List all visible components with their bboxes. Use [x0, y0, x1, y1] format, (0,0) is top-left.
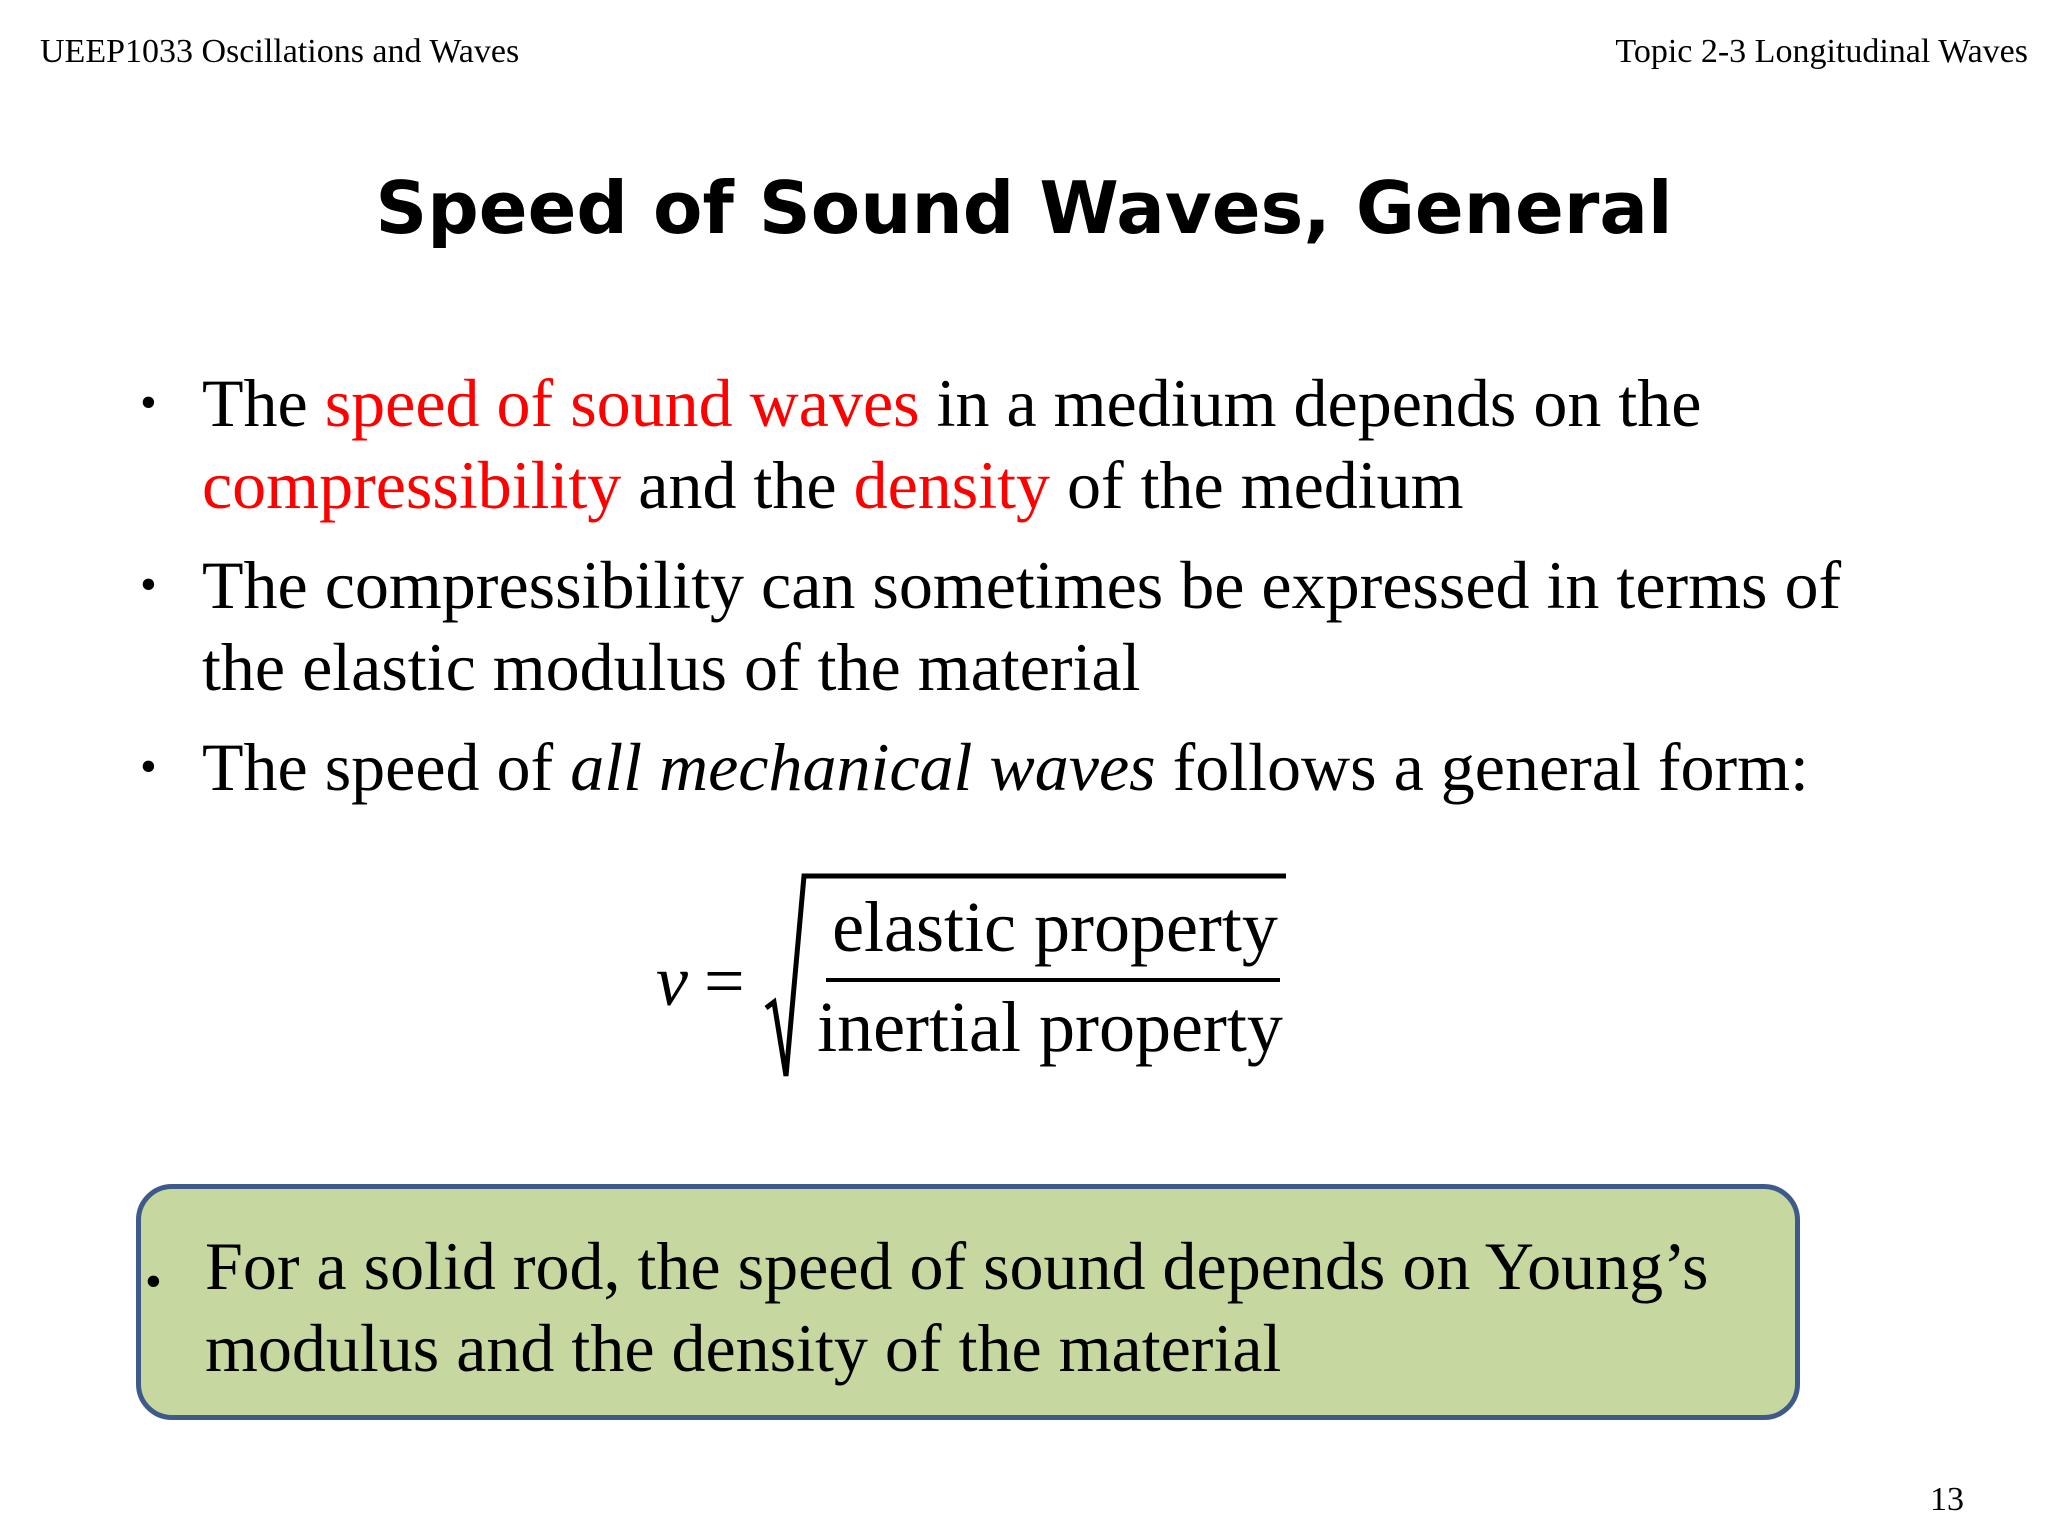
header-topic: Topic 2-3 Longitudinal Waves: [1615, 33, 2028, 70]
formula-denominator: inertial property: [817, 987, 1283, 1067]
speed-formula: [640, 870, 1340, 1090]
formula-equals: =: [704, 941, 745, 1021]
page-number: 13: [1930, 1481, 1964, 1518]
header-course: UEEP1033 Oscillations and Waves: [40, 33, 520, 70]
bullet-text-1: [202, 362, 1902, 526]
text-span: The speed of: [202, 729, 571, 805]
bullet-text-2: The compressibility can sometimes be expressed in terms of the elastic modulus of the material: [202, 547, 1842, 705]
text-span: follows a general form:: [1155, 729, 1809, 805]
text-span: The: [202, 365, 325, 441]
bullet-text-3: [202, 726, 1902, 808]
text-span: in a medium depends on the: [919, 365, 1702, 441]
bullet-icon: •: [145, 1255, 162, 1308]
bullet-icon: •: [140, 558, 157, 611]
callout-box: [136, 1184, 1800, 1420]
callout-text: For a solid rod, the speed of sound depends on Young’s modulus and the density of the material: [205, 1228, 1709, 1386]
text-span: of the medium: [1050, 447, 1464, 523]
bullet-icon: •: [140, 376, 157, 429]
slide-title: Speed of Sound Waves, General: [375, 166, 1673, 250]
text-span: and the: [621, 447, 854, 523]
highlight-compressibility: compressibility: [202, 447, 622, 523]
formula-lhs: v: [656, 941, 688, 1021]
highlight-speed-of-sound-waves: speed of sound waves: [324, 365, 920, 441]
highlight-density: density: [853, 447, 1050, 523]
bullet-icon: •: [140, 740, 157, 793]
formula-numerator: elastic property: [832, 887, 1278, 967]
italic-all-mechanical-waves: all mechanical waves: [570, 729, 1156, 805]
